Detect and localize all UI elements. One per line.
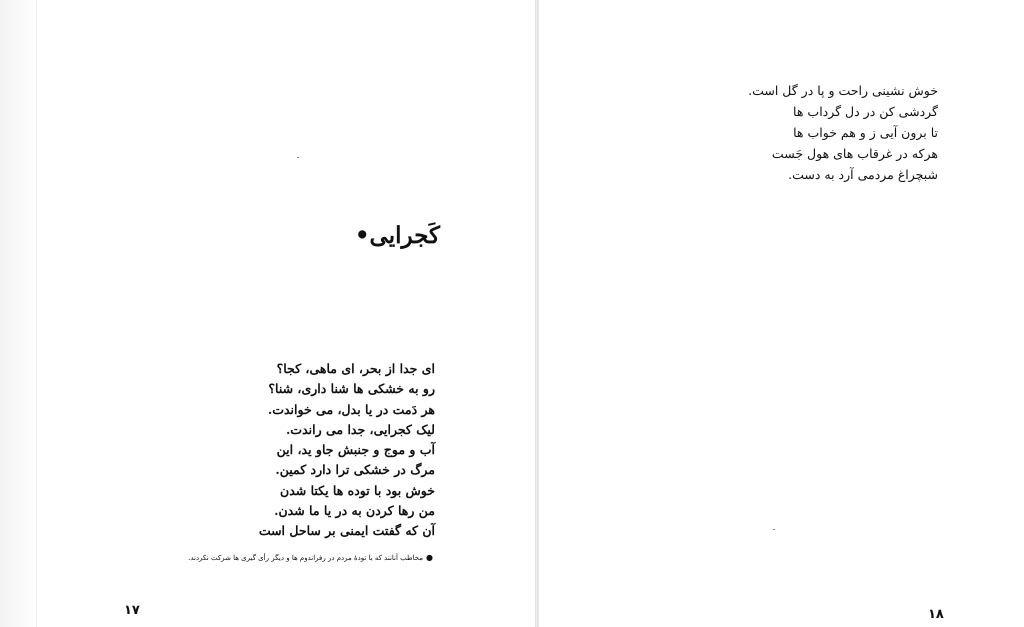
poem-line: آب و موج و جنبش جاو ید، این xyxy=(276,442,435,458)
page-speck xyxy=(773,529,775,530)
page-number-left: ۱۷ xyxy=(124,603,140,618)
poem-line: مرگ در خشکی ترا دارد کمین. xyxy=(275,462,435,478)
page-speck xyxy=(297,157,299,158)
poem-left xyxy=(255,359,435,542)
poem-line: گردشی کن در دل گرداب ها xyxy=(793,104,938,119)
poem-line: خوش نشینی راحت و پا در گل است. xyxy=(748,83,938,98)
poem-right xyxy=(700,80,938,185)
poem-line: هر دَمت در یا بدل، می خواندت. xyxy=(267,401,435,417)
page-number-right: ۱۸ xyxy=(928,607,944,622)
footnote xyxy=(178,553,433,562)
poem-line: تا برون آیی ز و هم خواب ها xyxy=(793,125,938,140)
poem-line: هرکه در غرقاب های هول جَست xyxy=(771,146,938,161)
poem-line: ای جدا از بحر، ای ماهی، کجا؟ xyxy=(276,361,435,376)
poem-line: آن که گفتت ایمنی بر ساحل است xyxy=(258,523,435,539)
poem-title: كَجرايی• xyxy=(354,222,440,249)
poem-line: خوش بود با توده ها یکتا شدن xyxy=(280,482,435,498)
poem-line: رو به خشکی ها شنا داری، شنا؟ xyxy=(268,381,435,397)
footnote-bullet-icon: ● xyxy=(426,553,433,562)
poem-line: لیک کجرایی، جدا می راندت. xyxy=(285,421,435,437)
footnote-text: مخاطب آنانند که با تودهٔ مردم در رفراندوم ها و دیگر رأی گیری ها شرکت نکردند. xyxy=(188,554,424,562)
poem-line: من رها کردن به در یا ما شدن. xyxy=(274,503,435,519)
poem-line: شبچراغ مردمی آرد به دست. xyxy=(788,167,938,182)
page-edge xyxy=(0,0,37,627)
